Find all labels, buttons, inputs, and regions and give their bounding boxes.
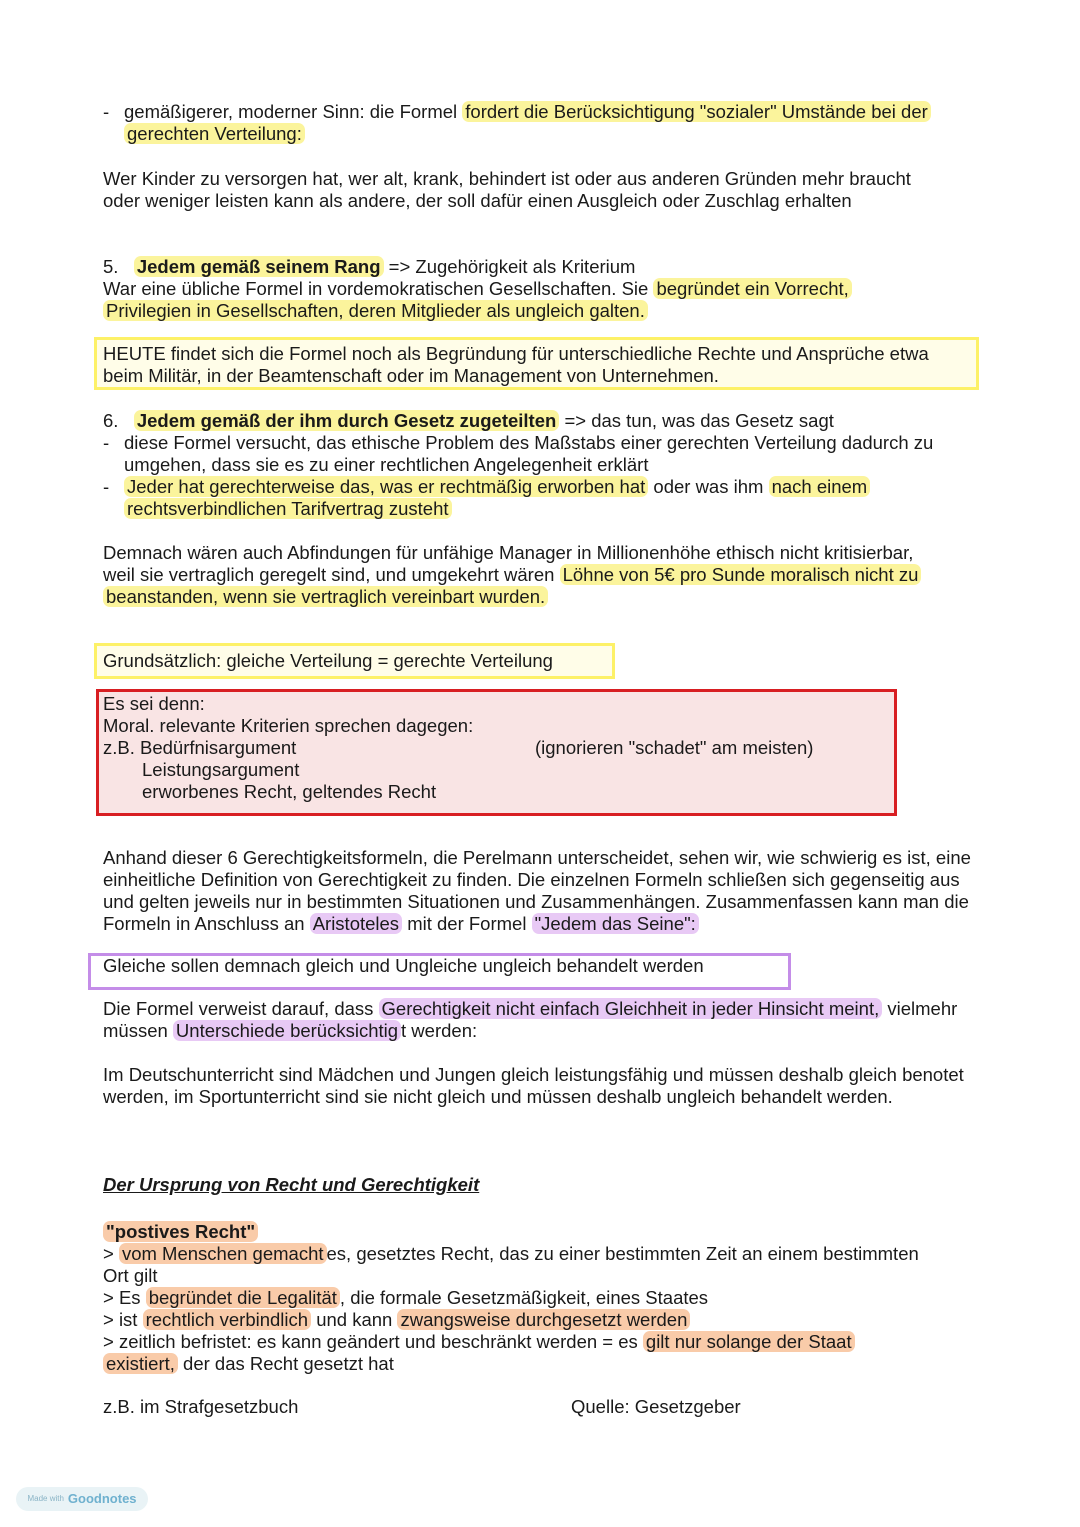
dash-marker: - xyxy=(103,476,110,497)
text: gemäßigerer, moderner Sinn: die Formel xyxy=(124,101,463,122)
box-line: z.B. Bedürfnisargument xyxy=(103,737,297,758)
section-body: War eine übliche Formel in vordemokratischen Gesellschaften. Sie xyxy=(103,278,654,299)
paragraph-formel xyxy=(103,998,963,1042)
paragraph-text: Im Deutschunterricht sind Mädchen und Jungen gleich leistungsfähig und müssen deshalb gleich benotet werden, im Sportunterricht sind sie nicht gleich und müssen deshalb ungleich behandelt werden. xyxy=(103,1064,964,1107)
bullet-text: diese Formel versucht, das ethische Problem des Maßstabs einer gerechten Verteilung dadurch zu umgehen, dass sie es zu einer rechtlichen Angelegenheit erklärt xyxy=(124,432,934,475)
highlight-purple: Aristoteles xyxy=(310,913,402,934)
section-title-wrap xyxy=(103,1174,983,1196)
text: > Es xyxy=(103,1287,146,1308)
badge-brand: Goodnotes xyxy=(67,1491,137,1506)
text: > ist xyxy=(103,1309,143,1330)
bullet-text: oder was ihm xyxy=(648,476,769,497)
paragraph-demnach xyxy=(103,542,933,608)
highlight-orange: zwangsweise durchgesetzt werden xyxy=(397,1309,690,1330)
heute-box-text xyxy=(103,343,963,387)
section-5 xyxy=(103,256,923,322)
highlight-orange: gilt nur solange der Staat existiert, xyxy=(103,1331,855,1374)
box-line: erworbenes Recht, geltendes Recht xyxy=(142,781,437,802)
text: > xyxy=(103,1243,119,1264)
highlight-orange: begründet die Legalität xyxy=(146,1287,340,1308)
highlight-purple: Unterschiede berücksichtig xyxy=(173,1020,401,1041)
highlight-purple: Gerechtigkeit nicht einfach Gleichheit in jeder Hinsicht meint, xyxy=(379,998,883,1019)
grundsaetzlich-text-wrap xyxy=(103,650,603,672)
paragraph-text: Wer Kinder zu versorgen hat, wer alt, krank, behindert ist oder aus anderen Gründen mehr braucht oder weniger leisten kann als andere, der soll dafür einen Ausgleich oder Zuschlag erhalten xyxy=(103,168,911,211)
highlight-yellow: Löhne von 5€ pro Sunde moralisch nicht zu beanstanden, wenn sie vertraglich vereinbart wurden. xyxy=(103,564,921,607)
badge-small-text: Made with xyxy=(27,1494,64,1503)
footer-left: z.B. im Strafgesetzbuch xyxy=(103,1396,299,1417)
footer-right-wrap xyxy=(571,1396,971,1418)
box-line: Es sei denn: xyxy=(103,693,205,714)
grundsaetzlich-text: Grundsätzlich: gleiche Verteilung = gerechte Verteilung xyxy=(103,650,553,671)
paragraph-deutschunterricht xyxy=(103,1064,983,1108)
dash-marker: - xyxy=(103,101,110,122)
section-heading-tail: => Zugehörigkeit als Kriterium xyxy=(383,256,636,277)
section-heading: Jedem gemäß seinem Rang xyxy=(134,256,384,277)
section-6 xyxy=(103,410,983,520)
goodnotes-badge xyxy=(16,1487,148,1511)
highlight-purple: "Jedem das Seine": xyxy=(532,913,699,934)
paragraph-anhand xyxy=(103,847,983,935)
highlight-yellow: begründet ein Vorrecht, Privilegien in Gesellschaften, deren Mitglieder als ungleich galten. xyxy=(103,278,852,321)
paragraph-kinder xyxy=(103,168,923,212)
highlight-yellow: nach einem rechtsverbindlichen Tarifvertrag zusteht xyxy=(124,476,870,519)
bullet-moderner-sinn xyxy=(103,101,983,145)
text: Die Formel verweist darauf, dass xyxy=(103,998,379,1019)
text: Anhand dieser 6 Gerechtigkeitsformeln, die Perelmann unterscheidet, sehen wir, wie schwierig es ist, eine einheitliche Definition von Gerechtigkeit zu finden. Die einzelnen Formeln schließen sich gegenseitig aus und gelten jeweils nur in bestimmten Situationen und Zusammenhängen. Zusammenfassen kann man die Formeln in Anschluss an xyxy=(103,847,971,934)
box-line: Moral. relevante Kriterien sprechen dagegen: xyxy=(103,715,474,736)
gleiche-text: Gleiche sollen demnach gleich und Ungleiche ungleich behandelt werden xyxy=(103,955,704,976)
text: , die formale Gesetzmäßigkeit, eines Staates xyxy=(339,1287,709,1308)
box-note: (ignorieren "schadet" am meisten) xyxy=(535,737,814,758)
box-line: Leistungsargument xyxy=(142,759,300,780)
highlight-orange: vom Menschen gemacht xyxy=(119,1243,327,1264)
gleiche-text-wrap xyxy=(103,955,783,977)
positives-recht-heading: "postives Recht" xyxy=(103,1221,258,1242)
section-heading: Jedem gemäß der ihm durch Gesetz zugeteilten xyxy=(134,410,559,431)
section-title: Der Ursprung von Recht und Gerechtigkeit xyxy=(103,1174,480,1195)
es-sei-denn-content xyxy=(103,693,883,803)
dash-marker: - xyxy=(103,432,110,453)
positives-recht xyxy=(103,1221,923,1375)
highlight-yellow: Jeder hat gerechterweise das, was er rechtmäßig erworben hat xyxy=(124,476,648,497)
text: t werden: xyxy=(401,1020,478,1041)
section-number: 5. xyxy=(103,256,119,277)
text: der das Recht gesetzt hat xyxy=(177,1353,394,1374)
text: und kann xyxy=(311,1309,398,1330)
text: es, gesetztes Recht, das zu einer bestimmten Zeit an einem bestimmten Ort gilt xyxy=(103,1243,919,1286)
heute-text: HEUTE findet sich die Formel noch als Begründung für unterschiedliche Rechte und Ansprüche etwa beim Militär, in der Beamtenschaft oder im Management von Unternehmen. xyxy=(103,343,929,386)
section-heading-tail: => das tun, was das Gesetz sagt xyxy=(559,410,834,431)
highlight-orange: rechtlich verbindlich xyxy=(143,1309,311,1330)
text: vielmehr müssen xyxy=(103,998,958,1041)
text: mit der Formel xyxy=(402,913,532,934)
footer-right: Quelle: Gesetzgeber xyxy=(571,1396,741,1417)
text: Demnach wären auch Abfindungen für unfähige Manager in Millionenhöhe ethisch nicht kritisierbar, weil sie vertraglich geregelt sind, und umgekehrt wären xyxy=(103,542,914,585)
text: > zeitlich befristet: es kann geändert und beschränkt werden = es xyxy=(103,1331,643,1352)
section-number: 6. xyxy=(103,410,119,431)
highlight-yellow: fordert die Berücksichtigung "sozialer" Umstände bei der gerechten Verteilung: xyxy=(124,101,931,144)
